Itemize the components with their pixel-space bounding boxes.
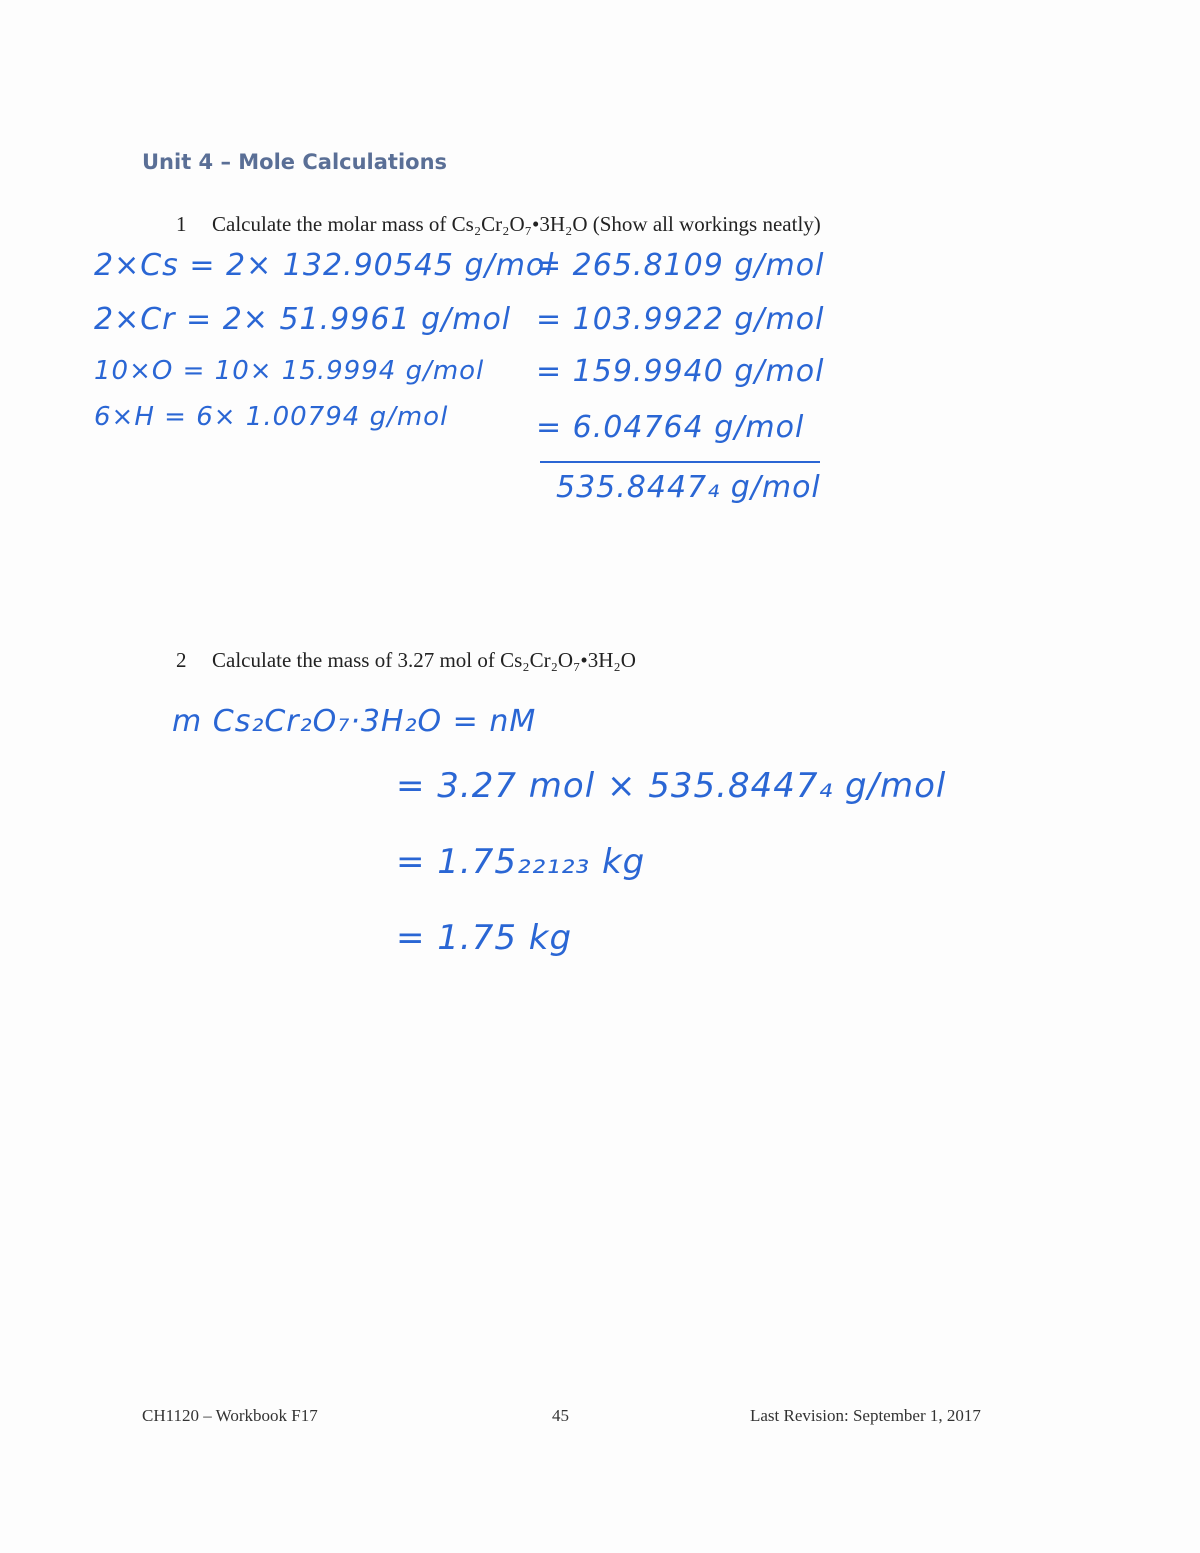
question-1 [176, 212, 821, 237]
unit-title: Unit 4 – Mole Calculations [142, 150, 448, 174]
footer-page-number: 45 [552, 1406, 569, 1425]
question-2 [176, 648, 636, 673]
answer1-row-rhs: = 103.9922 g/mol [536, 302, 825, 337]
answer2-line: = 1.75₂₂₁₂₃ kg [396, 842, 646, 882]
answer1-row-rhs: = 6.04764 g/mol [536, 410, 805, 445]
answer1-row-lhs: 6×H = 6× 1.00794 g/mol [94, 402, 449, 432]
answer1-row-lhs: 2×Cr = 2× 51.9961 g/mol [94, 302, 512, 337]
question-text: Calculate the molar mass of Cs₂Cr₂O₇•3H₂O (Show all workings neatly) [212, 212, 821, 236]
question-text: Calculate the mass of 3.27 mol of Cs₂Cr₂O₇•3H₂O [212, 648, 636, 672]
answer2-line: = 3.27 mol × 535.8447₄ g/mol [396, 766, 947, 806]
footer-revision: Last Revision: September 1, 2017 [750, 1406, 981, 1425]
answer2-line: m Cs₂Cr₂O₇·3H₂O = nM [172, 704, 537, 739]
answer1-row-lhs: 2×Cs = 2× 132.90545 g/mol [94, 248, 555, 283]
sum-rule [540, 461, 820, 463]
answer1-row-lhs: 10×O = 10× 15.9994 g/mol [94, 356, 485, 386]
question-number: 1 [176, 212, 187, 236]
answer1-total: 535.8447₄ g/mol [556, 470, 821, 505]
question-number: 2 [176, 648, 187, 672]
answer2-line: = 1.75 kg [396, 918, 573, 958]
answer1-row-rhs: = 265.8109 g/mol [536, 248, 825, 283]
footer-course: CH1120 – Workbook F17 [142, 1406, 318, 1425]
answer1-row-rhs: = 159.9940 g/mol [536, 354, 825, 389]
